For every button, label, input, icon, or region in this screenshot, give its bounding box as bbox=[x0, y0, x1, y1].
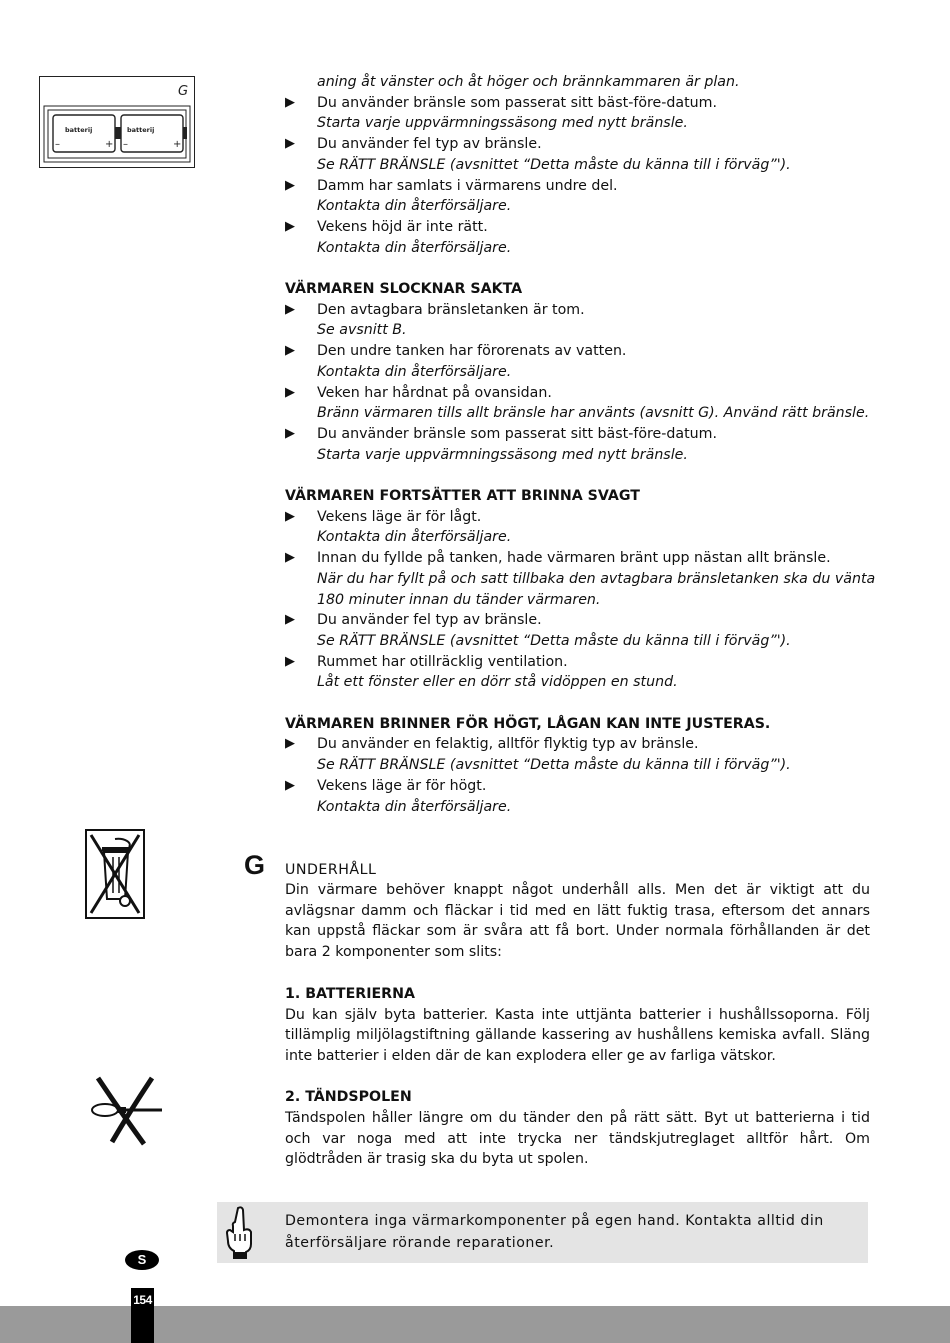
cause-text: Den avtagbara bränsletanken är tom. bbox=[317, 301, 585, 318]
batteries-text: Du kan själv byta batterier. Kasta inte uttjänta batterier i hushållssoporna. Följ tillämplig miljölagstiftning gällande kassering av hushållens kemiska avfall. Släng inte batterier i elden där de kan explodera eller ge av farliga vätskor. bbox=[285, 1006, 870, 1064]
bullet-icon: ▶ bbox=[285, 343, 295, 359]
remedy-text: När du har fyllt på och satt tillbaka den avtagbara bränsletanken ska du vänta bbox=[317, 570, 876, 587]
ignition-heading: 2. TÄNDSPOLEN bbox=[285, 1089, 412, 1105]
bullet-icon: ▶ bbox=[285, 301, 295, 317]
language-badge-text: S bbox=[137, 1252, 147, 1267]
batteries-heading: 1. BATTERIERNA bbox=[285, 986, 415, 1002]
section-heading-hogt: VÄRMAREN BRINNER FÖR HÖGT, LÅGAN KAN INTE JUSTERAS. bbox=[285, 715, 771, 732]
battery-plus-left: + bbox=[105, 139, 114, 150]
pointing-hand-icon bbox=[224, 1204, 256, 1260]
bullet-icon: ▶ bbox=[285, 508, 295, 524]
cause-text: Den undre tanken har förorenats av vatten. bbox=[317, 343, 627, 360]
remedy-text: Kontakta din återförsäljare. bbox=[317, 198, 512, 215]
bullet-icon: ▶ bbox=[285, 218, 295, 234]
continued-line: aning åt vänster och åt höger och brännkammaren är plan. bbox=[317, 74, 740, 90]
bullet-icon: ▶ bbox=[285, 736, 295, 752]
section-heading-svagt: VÄRMAREN FORTSÄTTER ATT BRINNA SVAGT bbox=[285, 488, 640, 504]
bullet-icon: ▶ bbox=[285, 136, 295, 152]
cause-text: Du använder bränsle som passerat sitt bäst-före-datum. bbox=[317, 425, 717, 442]
remedy-text: Kontakta din återförsäljare. bbox=[317, 363, 512, 380]
remedy-text: Kontakta din återförsäljare. bbox=[317, 239, 512, 256]
cause-text: Du använder fel typ av bränsle. bbox=[317, 612, 542, 629]
cause-text: Vekens läge är för lågt. bbox=[317, 508, 482, 525]
figure-label-g: G bbox=[178, 84, 189, 99]
battery-label-left: batterij bbox=[65, 126, 93, 134]
remedy-text: Låt ett fönster eller en dörr stå vidöppen en stund. bbox=[317, 674, 678, 691]
ignition-text: Tändspolen håller längre om du tänder den på rätt sätt. Byt ut batterierna i tid och var noga med att inte trycka ner tändskjutreglaget alltför hårt. Om glödtråden är trasig ska du byta ut spolen. bbox=[285, 1110, 870, 1168]
remedy-text: Starta varje uppvärmningssäsong med nytt bränsle. bbox=[317, 446, 688, 463]
note-text: Demontera inga värmarkomponenter på egen hand. Kontakta alltid din återförsäljare rörande reparationer. bbox=[285, 1213, 824, 1251]
cause-text: Du använder fel typ av bränsle. bbox=[317, 136, 542, 153]
bullet-icon: ▶ bbox=[285, 550, 295, 566]
cause-text: Damm har samlats i värmarens undre del. bbox=[317, 177, 618, 194]
bullet-icon: ▶ bbox=[285, 777, 295, 793]
cause-text: Vekens höjd är inte rätt. bbox=[317, 218, 488, 235]
remedy-text: Se RÄTT BRÄNSLE (avsnittet “Detta måste du känna till i förväg”'). bbox=[317, 757, 791, 774]
bullet-icon: ▶ bbox=[285, 425, 295, 441]
bullet-icon: ▶ bbox=[285, 384, 295, 400]
remedy-text: Kontakta din återförsäljare. bbox=[317, 798, 512, 815]
cause-text: Rummet har otillräcklig ventilation. bbox=[317, 653, 568, 670]
crossed-bin-icon bbox=[85, 829, 145, 919]
remedy-text: Starta varje uppvärmningssäsong med nytt bränsle. bbox=[317, 115, 688, 132]
bullet-icon: ▶ bbox=[285, 177, 295, 193]
cause-text: Innan du fyllde på tanken, hade värmaren bränt upp nästan allt bränsle. bbox=[317, 550, 831, 567]
battery-minus-left: – bbox=[55, 139, 60, 150]
cause-text: Veken har hårdnat på ovansidan. bbox=[317, 384, 552, 401]
section-heading-slocknar: VÄRMAREN SLOCKNAR SAKTA bbox=[285, 281, 523, 297]
remedy-text: 180 minuter innan du tänder värmaren. bbox=[317, 591, 601, 608]
bullet-icon: ▶ bbox=[285, 94, 295, 110]
battery-label-right: batterij bbox=[127, 126, 155, 134]
battery-minus-right: – bbox=[123, 139, 128, 150]
cause-text: Du använder en felaktig, alltför flyktig typ av bränsle. bbox=[317, 736, 699, 753]
cause-text: Vekens läge är för högt. bbox=[317, 777, 487, 794]
battery-plus-right: + bbox=[173, 139, 182, 150]
cause-text: Du använder bränsle som passerat sitt bäst-före-datum. bbox=[317, 94, 717, 111]
bullet-icon: ▶ bbox=[285, 653, 295, 669]
section-title: UNDERHÅLL bbox=[285, 862, 377, 878]
bullet-icon: ▶ bbox=[285, 612, 295, 628]
battery-compartment-figure bbox=[39, 76, 195, 168]
maintenance-intro: Din värmare behöver knappt något underhåll alls. Men det är viktigt att du avlägsnar damm och fläckar i tid med en lätt fuktig trasa, eftersom det annars kan uppstå fläckar som är svåra att få bort. Under normala förhållanden är det bara 2 komponenter som slits: bbox=[285, 882, 870, 961]
remedy-text: Se RÄTT BRÄNSLE (avsnittet “Detta måste du känna till i förväg”'). bbox=[317, 156, 791, 173]
remedy-text: Kontakta din återförsäljare. bbox=[317, 529, 512, 546]
remedy-text: Bränn värmaren tills allt bränsle har använts (avsnitt G). Använd rätt bränsle. bbox=[317, 405, 870, 422]
remedy-text: Se RÄTT BRÄNSLE (avsnittet “Detta måste du känna till i förväg”'). bbox=[317, 632, 791, 649]
no-screwdriver-icon bbox=[90, 1076, 166, 1146]
page-number: 154 bbox=[133, 1293, 152, 1307]
section-letter-g: G bbox=[244, 850, 266, 880]
remedy-text: Se avsnitt B. bbox=[317, 322, 407, 339]
